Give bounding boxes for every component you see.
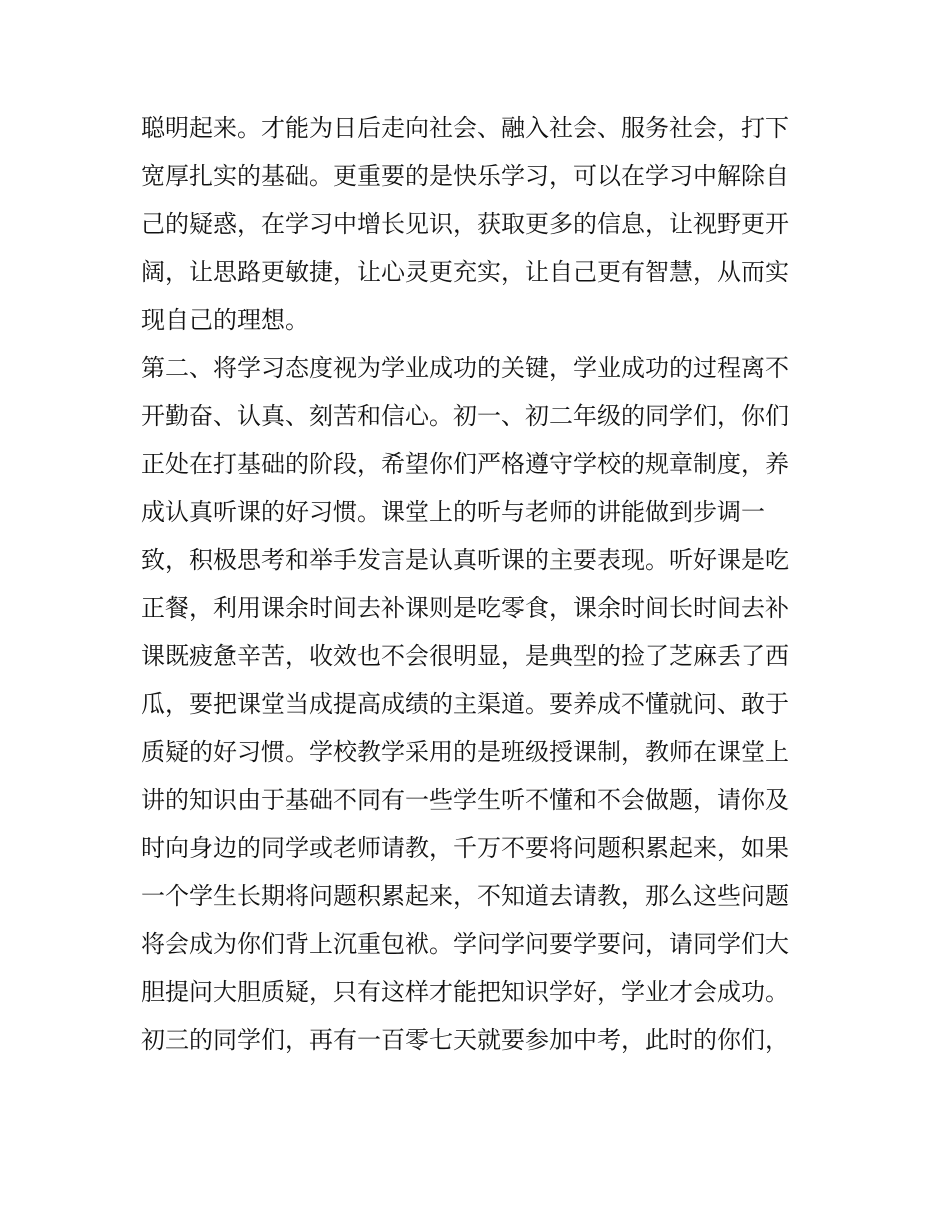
text-line-20: 初三的同学们，再有一百零七天就要参加中考，此时的你们， xyxy=(141,1026,789,1054)
text-line-4: 阔，让思路更敏捷，让心灵更充实，让自己更有智慧，从而实 xyxy=(141,258,789,286)
text-line-7: 开勤奋、认真、刻苦和信心。初一、初二年级的同学们，你们 xyxy=(141,402,789,430)
text-line-9: 成认真听课的好习惯。课堂上的听与老师的讲能做到步调一 xyxy=(141,498,765,526)
text-line-3: 己的疑惑，在学习中增长见识，获取更多的信息，让视野更开 xyxy=(141,210,789,238)
text-line-5: 现自己的理想。 xyxy=(141,306,309,334)
text-line-14: 质疑的好习惯。学校教学采用的是班级授课制，教师在课堂上 xyxy=(141,738,789,766)
text-line-6: 第二、将学习态度视为学业成功的关键，学业成功的过程离不 xyxy=(141,354,789,382)
text-line-13: 瓜，要把课堂当成提高成绩的主渠道。要养成不懂就问、敢于 xyxy=(141,690,789,718)
document-body-text xyxy=(141,104,821,1064)
text-line-18: 将会成为你们背上沉重包袱。学问学问要学要问，请同学们大 xyxy=(141,930,789,958)
text-line-10: 致，积极思考和举手发言是认真听课的主要表现。听好课是吃 xyxy=(141,546,789,574)
text-line-12: 课既疲惫辛苦，收效也不会很明显，是典型的捡了芝麻丢了西 xyxy=(141,642,789,670)
text-line-16: 时向身边的同学或老师请教，千万不要将问题积累起来，如果 xyxy=(141,834,789,862)
text-line-11: 正餐，利用课余时间去补课则是吃零食，课余时间长时间去补 xyxy=(141,594,789,622)
text-line-1: 聪明起来。才能为日后走向社会、融入社会、服务社会，打下 xyxy=(141,114,789,142)
text-line-2: 宽厚扎实的基础。更重要的是快乐学习，可以在学习中解除自 xyxy=(141,162,789,190)
text-line-17: 一个学生长期将问题积累起来，不知道去请教，那么这些问题 xyxy=(141,882,789,910)
text-line-8: 正处在打基础的阶段，希望你们严格遵守学校的规章制度，养 xyxy=(141,450,789,478)
text-line-19: 胆提问大胆质疑，只有这样才能把知识学好，学业才会成功。 xyxy=(141,978,789,1006)
text-line-15: 讲的知识由于基础不同有一些学生听不懂和不会做题，请你及 xyxy=(141,786,789,814)
